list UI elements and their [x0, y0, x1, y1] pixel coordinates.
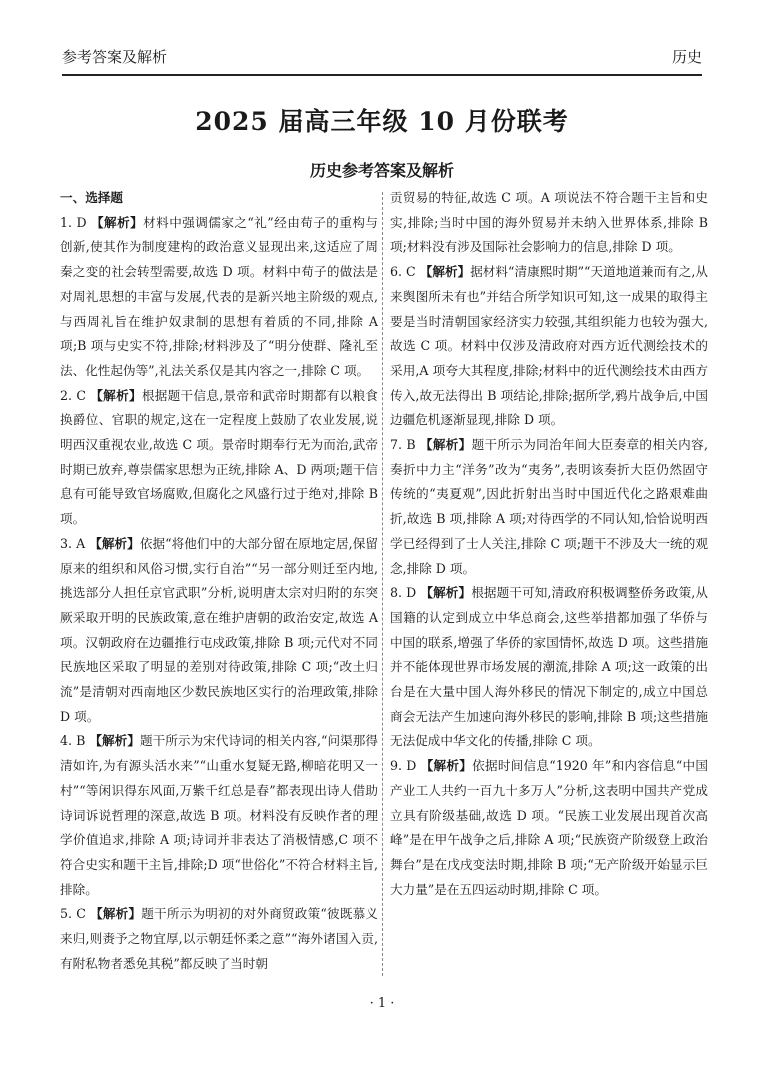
answer-text: 材料中强调儒家之“礼”经由荀子的重构与创新,使其作为制度建构的政治意义显现出来,这适应了周秦之变的社会转型需要,故选 D 项。材料中荀子的做法是对周礼思想的丰富与发展,代表的是新兴地主阶级的观点,与西周礼旨在维护奴隶制的思想有着质的不同,排除 A 项;B 项与史实不符,排除;材料涉及了“明分使群、隆礼至法、化性起伪等”,礼法关系仅是其内容之一,排除 C 项。 [60, 214, 378, 378]
page-title: 2025 届高三年级 10 月份联考 [195, 107, 569, 136]
answer-number: 7. B [390, 437, 416, 453]
right-column [390, 186, 708, 902]
analysis-tag: 【解析】 [90, 906, 142, 922]
answer-text: 依据时间信息“1920 年”和内容信息“中国产业工人共约一百九十多万人”分析,这表明中国共产党成立具有阶级基础,故选 D 项。“民族工业发展出现首次高峰”是在甲午战争之后,排除 A 项;“民族资产阶级登上政治舞台”是在戊戌变法时期,排除 B 项;“无产阶级开始显示巨大力量”是在五四运动时期,排除 C 项。 [390, 758, 709, 897]
answer-item [60, 532, 378, 730]
answer-item-continued [390, 186, 708, 260]
page-header [62, 40, 702, 76]
analysis-tag: 【解析】 [419, 264, 471, 280]
answer-number: 1. D [60, 214, 87, 230]
analysis-tag: 【解析】 [91, 214, 144, 230]
answer-number: 5. C [60, 906, 86, 922]
answer-item [390, 433, 708, 581]
header-subject-label: 历史 [671, 48, 702, 66]
answer-item [390, 581, 708, 754]
answer-text: 题干所示为宋代诗词的相关内容,“问渠那得清如许,为有源头活水来”“山重水复疑无路,柳暗花明又一村”“等闲识得东风面,万紫千红总是春”都表现出诗人借助诗词诉说哲理的深意,故选 B 项。材料没有反映作者的理学价值追求,排除 A 项;诗词并非表达了消极情感,C 项不符合史实和题干主旨,排除;D 项“世俗化”不符合材料主旨,排除。 [60, 733, 378, 897]
analysis-tag: 【解析】 [90, 387, 142, 403]
answer-item [390, 260, 708, 433]
answer-text: 根据题干信息,景帝和武帝时期都有以粮食换爵位、官职的规定,这在一定程度上鼓励了农业发展,说明西汉重视农业,故选 C 项。景帝时期奉行无为而治,武帝时期已放弃,尊崇儒家思想为正统,排除 A、D 两项;题干信息有可能导致官场腐败,但腐化之风盛行过于绝对,排除 B 项。 [60, 387, 379, 527]
answer-text: 依据“将他们中的大部分留在原地定居,保留原来的组织和风俗习惯,实行自治”“另一部分则迁至内地,挑选部分人担任京官武职”分析,说明唐太宗对归附的东突厥采取开明的民族政策,意在维护唐朝的政治安定,故选 A 项。汉朝政府在边疆推行屯戍政策,排除 B 项;元代对不同民族地区采取了明显的差别对待政策,排除 C 项;“改土归流”是清朝对西南地区少数民族地区实行的治理政策,排除 D 项。 [60, 535, 378, 724]
answer-text: 据材料“清康熙时期”“天道地道兼而有之,从来舆图所未有也”并结合所学知识可知,这一成果的取得主要是当时清朝国家经济实力较强,其组织能力也较为强大,故选 C 项。材料中仅涉及清政府对西方近代测绘技术的采用,A 项夸大其程度,排除;材料中的近代测绘技术由西方传入,故无法得出 B 项结论,排除;据所学,鸦片战争后,中国边疆危机逐渐显现,排除 D 项。 [390, 264, 709, 428]
analysis-tag: 【解析】 [420, 585, 472, 601]
answer-text: 题干所示为同治年间大臣奏章的相关内容,奏折中力主“洋务”改为“夷务”,表明该奏折大臣仍然固守传统的“夷夏观”,因此折射出当时中国近代化之路艰难曲折,故选 B 项,排除 A 项;对待西学的不同认知,恰恰说明西学已经得到了士人关注,排除 C 项;题干不涉及大一统的观念,排除 D 项。 [390, 437, 708, 576]
analysis-tag: 【解析】 [420, 758, 473, 774]
analysis-tag: 【解析】 [419, 437, 472, 453]
answer-item [60, 902, 378, 976]
answer-number: 4. B [60, 733, 86, 749]
answer-number: 9. D [390, 758, 417, 774]
page-subtitle: 历史参考答案及解析 [309, 161, 454, 180]
answer-item [60, 384, 378, 532]
answer-text: 根据题干可知,清政府积极调整侨务政策,从国籍的认定到成立中华总商会,这些举措都加强了华侨与中国的联系,增强了华侨的家国情怀,故选 D 项。这些措施并不能体现世界市场发展的潮流,排除 A 项;这一政策的出台是在大量中国人海外移民的情况下制定的,成立中国总商会无法产生加速向海外移民的影响,排除 B 项;这些措施无法促成中华文化的传播,排除 C 项。 [390, 585, 708, 749]
analysis-tag: 【解析】 [89, 535, 140, 551]
section-heading: 一、选择题 [60, 190, 123, 205]
answer-text: 题干所示为明初的对外商贸政策“彼既慕义来归,则赉予之物宜厚,以示朝廷怀柔之意”“海外诸国入贡,有附私物者悉免其税”都反映了当时朝 [60, 906, 379, 971]
answer-item [60, 729, 378, 902]
analysis-tag: 【解析】 [89, 733, 140, 749]
left-column [60, 186, 378, 977]
page-number: · 1 · [369, 996, 395, 1011]
answer-text: 贡贸易的特征,故选 C 项。A 项说法不符合题干主旨和史实,排除;当时中国的海外贸易并未纳入世界体系,排除 B 项;材料没有涉及国际社会影响力的信息,排除 D 项。 [390, 190, 708, 255]
header-left-label: 参考答案及解析 [62, 48, 168, 66]
answer-number: 2. C [60, 387, 86, 403]
answer-number: 6. C [390, 264, 416, 280]
answer-item [60, 211, 378, 384]
answer-number: 8. D [390, 585, 417, 601]
answer-item [390, 754, 708, 902]
answer-number: 3. A [60, 535, 86, 551]
column-divider [382, 192, 383, 976]
